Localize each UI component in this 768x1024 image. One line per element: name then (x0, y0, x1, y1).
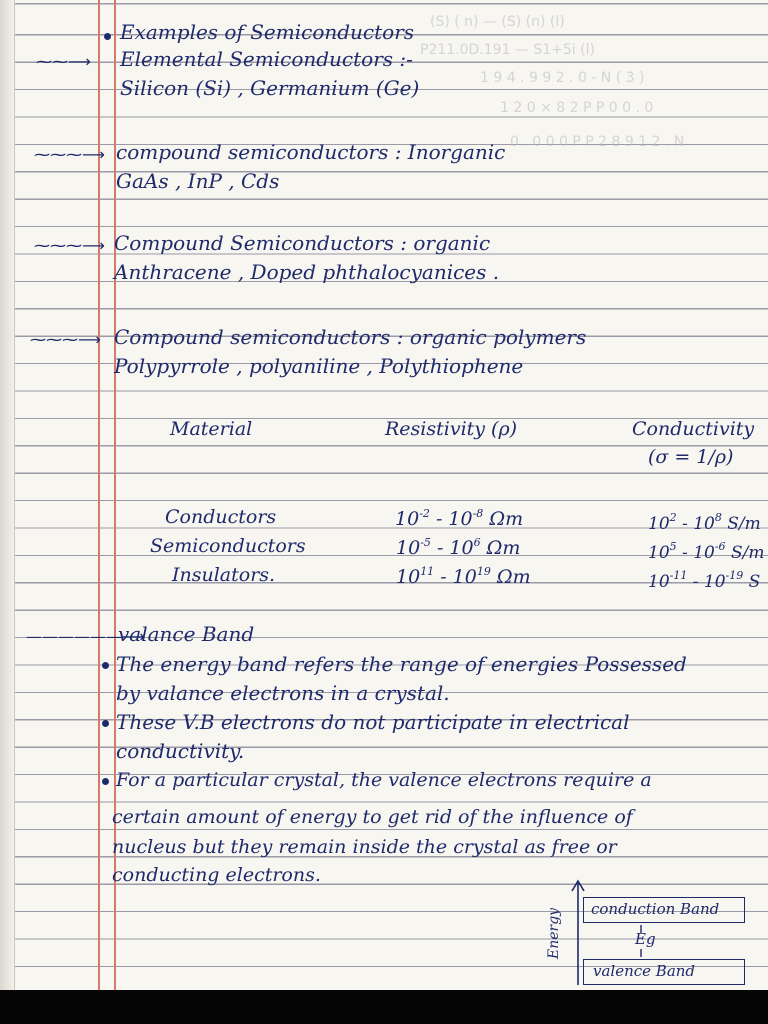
energy-band-diagram (545, 875, 755, 990)
elemental-label: Elemental Semiconductors :- (120, 47, 413, 71)
polymers-examples: Polypyrrole , polyaniline , Polythiophene (114, 354, 524, 378)
table-cell-material: Insulators. (172, 564, 276, 586)
table-header-material: Material (170, 418, 253, 440)
bleed-through-text: (S) ( n) — (S) (n) (l) (430, 14, 565, 30)
spiral-binding (0, 0, 15, 990)
arrow-icon: ⁓⁓⁓⟶ (30, 330, 101, 349)
valence-bullet-3-line-1: For a particular crystal, the valence electrons require a (116, 769, 652, 791)
bullet-dot (102, 778, 109, 785)
arrow-icon: ——————⟶ (26, 627, 145, 646)
heading: Examples of Semiconductors (120, 20, 415, 44)
bleed-through-text: 1 9 4 . 9 9 2 . 0 - N ( 3 ) (480, 70, 645, 86)
table-cell-conductivity: $10^{-11} - 10^{-19}$ S (648, 569, 761, 592)
table-cell-material: Conductors (165, 506, 277, 528)
table-header-conductivity: Conductivity (632, 418, 755, 440)
bullet-dot (102, 720, 109, 727)
polymers-label: Compound semiconductors : organic polymers (114, 325, 587, 349)
valence-bullet-3-line-3: nucleus but they remain inside the crystal as free or (112, 836, 617, 858)
arrow-icon: ⁓⁓⟶ (36, 52, 91, 71)
bleed-through-text: 0 . 0 0 0 P P 2 8 9 1 2 . N (510, 134, 685, 150)
bullet-dot (104, 33, 111, 40)
inorganic-examples: GaAs , InP , Cds (116, 169, 280, 193)
elemental-examples: Silicon (Si) , Germanium (Ge) (120, 76, 420, 100)
organic-examples: Anthracene , Doped phthalocyanices . (114, 260, 500, 284)
conduction-band-label: conduction Band (591, 900, 720, 918)
band-gap-label: Eg (635, 930, 656, 948)
valence-bullet-2-line-2: conductivity. (116, 739, 245, 763)
table-cell-resistivity: $10^{-5} - 10^6$ Ωm (396, 536, 521, 559)
bleed-through-text: 1 2 0 × 8 2 P P 0 0 . 0 (500, 100, 654, 116)
valence-title: valance Band (118, 622, 255, 646)
table-header-resistivity: Resistivity (ρ) (385, 418, 518, 440)
table-cell-conductivity: $10^5 - 10^{-6}$ S/m (648, 540, 765, 563)
scan-shadow (0, 990, 768, 1024)
energy-axis-label: Energy (546, 907, 562, 959)
valence-bullet-3-line-4: conducting electrons. (112, 864, 321, 886)
valence-bullet-1-line-1: The energy band refers the range of energies Possessed (116, 652, 687, 676)
table-cell-material: Semiconductors (150, 535, 306, 557)
inorganic-label: compound semiconductors : Inorganic (116, 140, 506, 164)
organic-label: Compound Semiconductors : organic (114, 231, 491, 255)
valence-bullet-3-line-2: certain amount of energy to get rid of the influence of (112, 806, 633, 828)
table-cell-resistivity: $10^{11} - 10^{19}$ Ωm (396, 565, 531, 588)
bleed-through-text: P211.0D.191 — S1+5i (l) (420, 42, 595, 58)
arrow-icon: ⁓⁓⁓⟶ (34, 145, 105, 164)
valence-band-label: valence Band (593, 962, 696, 980)
bullet-dot (102, 662, 109, 669)
arrow-icon: ⁓⁓⁓⟶ (34, 236, 105, 255)
table-conductivity-formula: (σ = 1/ρ) (648, 446, 734, 468)
table-cell-conductivity: $10^2 - 10^8$ S/m (648, 511, 761, 534)
valence-bullet-2-line-1: These V.B electrons do not participate in electrical (116, 710, 630, 734)
table-cell-resistivity: $10^{-2} - 10^{-8}$ Ωm (395, 507, 524, 530)
valence-bullet-1-line-2: by valance electrons in a crystal. (116, 681, 450, 705)
